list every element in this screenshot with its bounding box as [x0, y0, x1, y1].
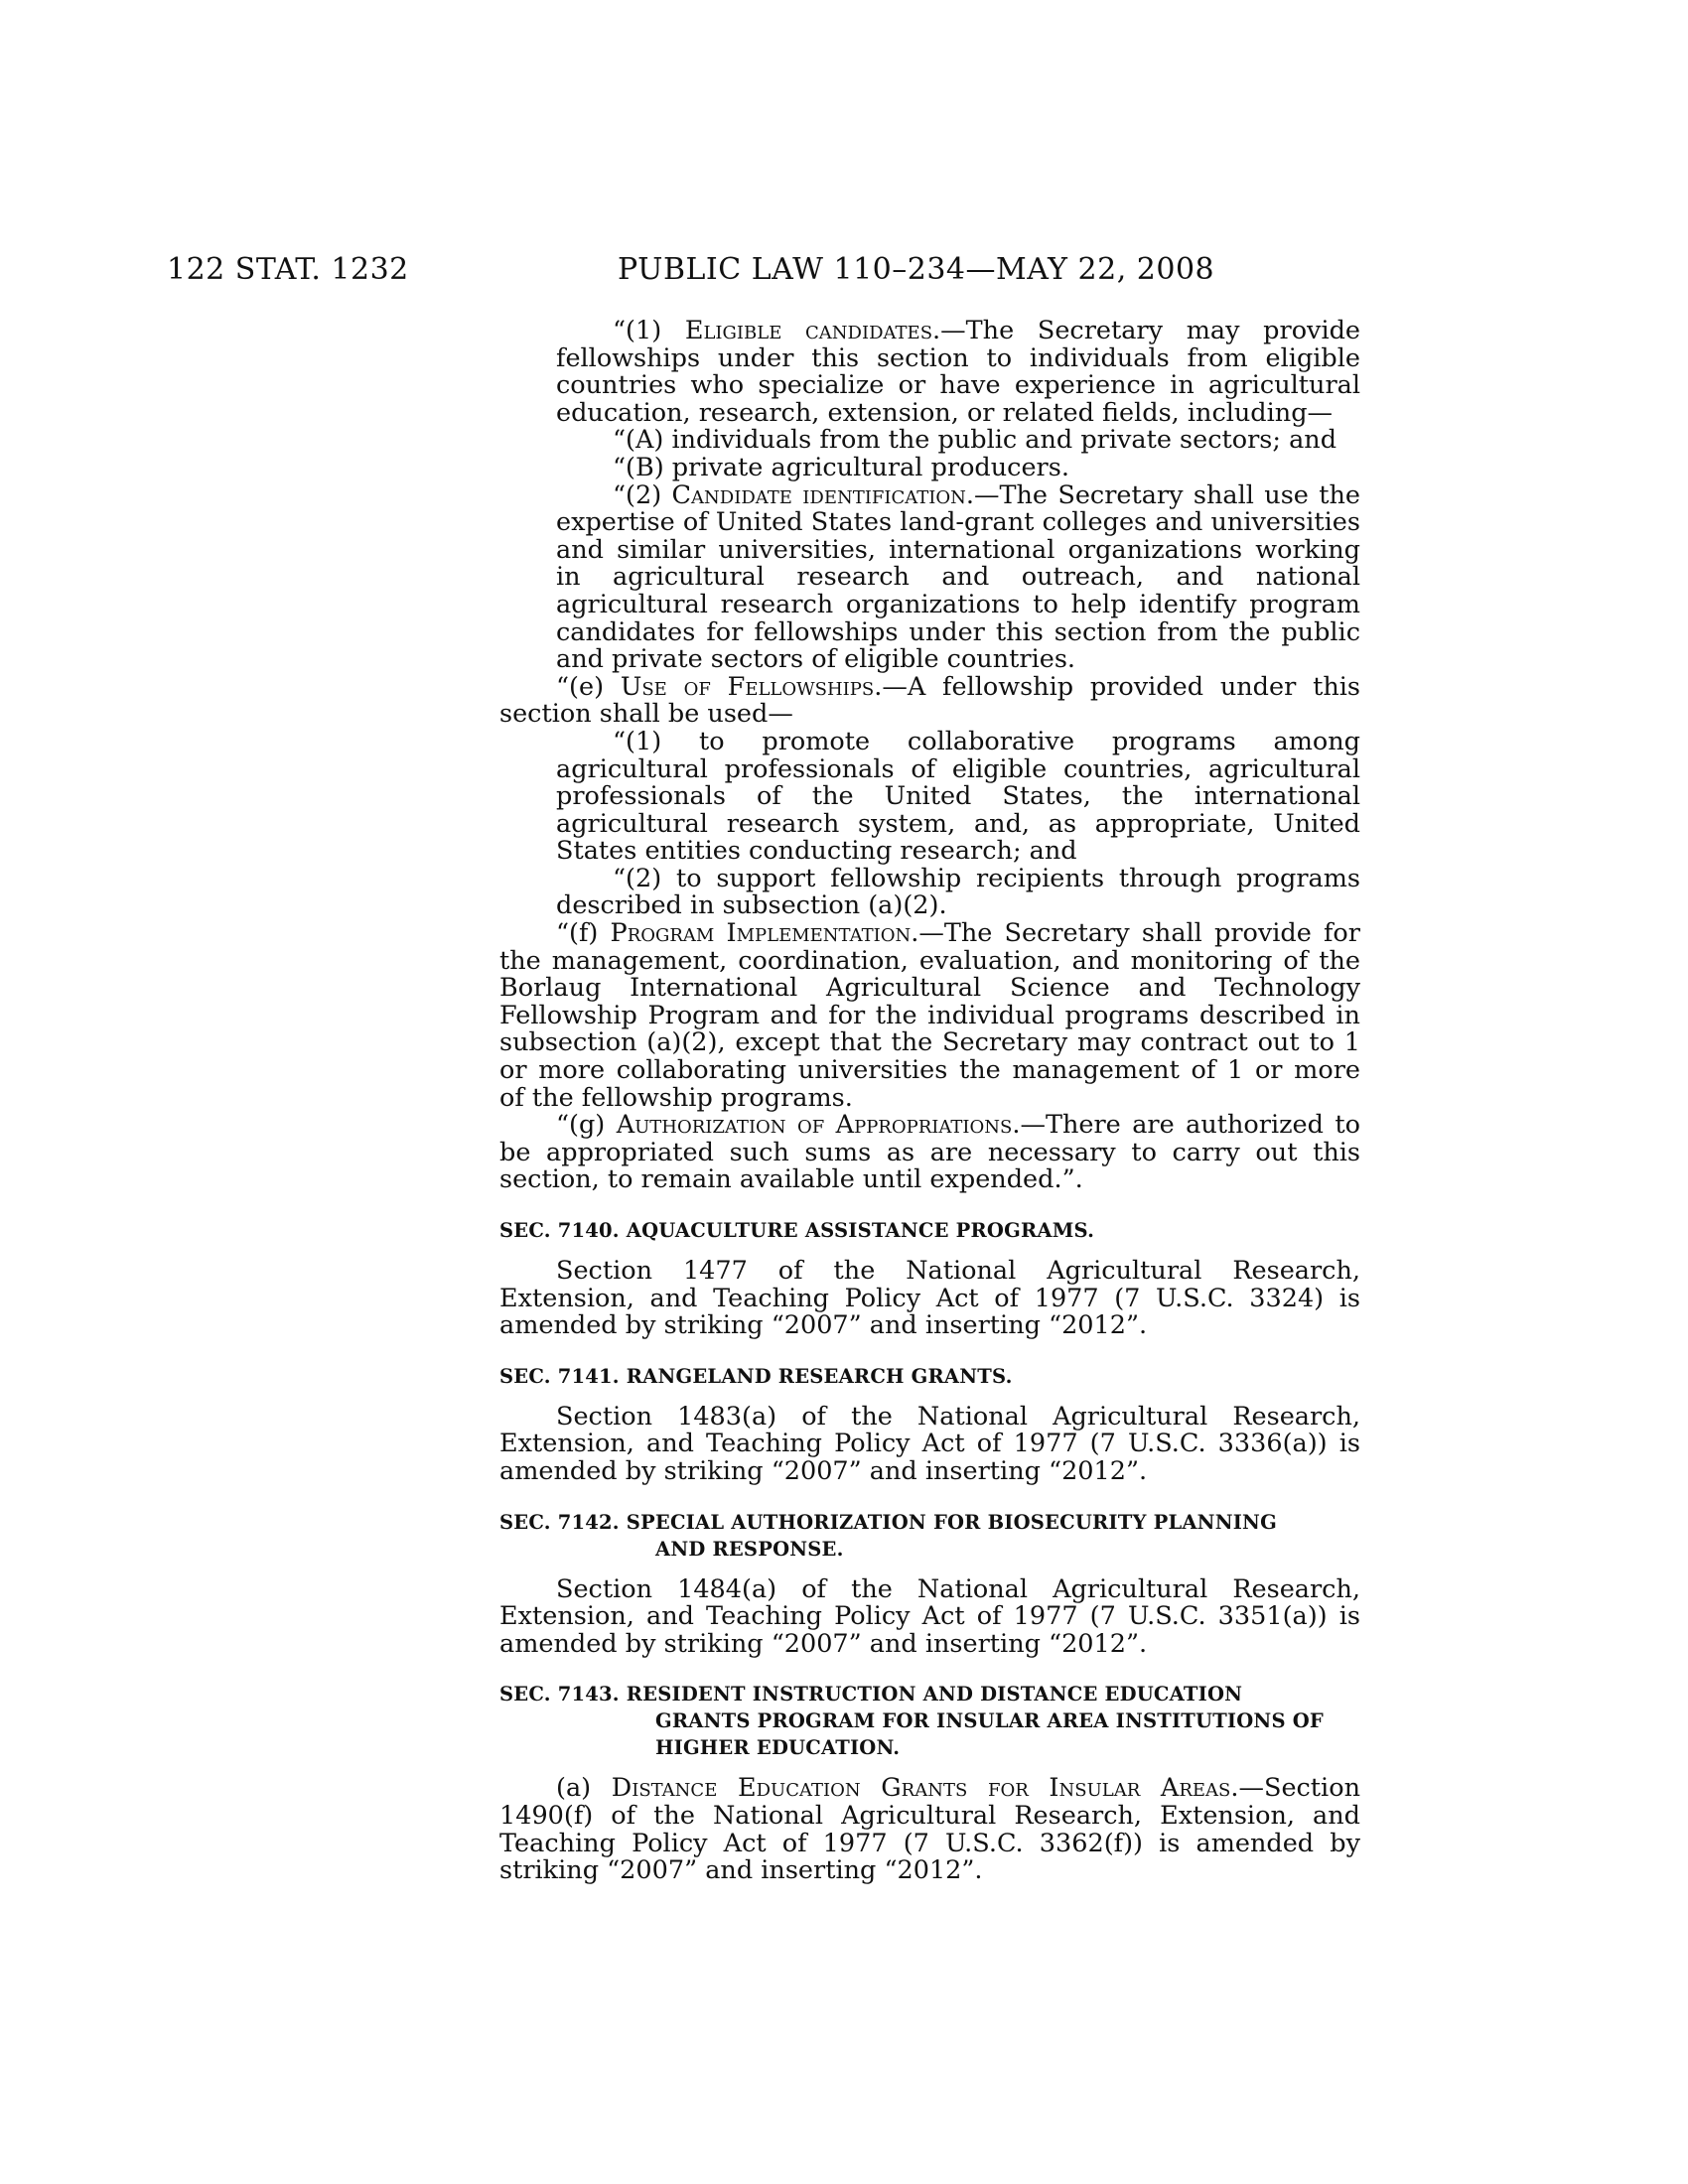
section-text-7143a: (a) Distance Education Grants for Insular Areas.—Section 1490(f) of the National Agricultural Research, Extension, and Teaching Policy Act of 1977 (7 U.S.C. 3362(f)) is amended by striking “2007” and inserting “2012”.: [499, 1773, 1360, 1886]
section-text-7141: Section 1483(a) of the National Agricultural Research, Extension, and Teaching Policy Act of 1977 (7 U.S.C. 3336(a)) is amended by striking “2007” and inserting “2012”.: [499, 1401, 1360, 1486]
paragraph-f: “(f) Program Implementation.—The Secretary shall provide for the management, coordination, evaluation, and monitoring of the Borlaug International Agricultural Science and Technology Fellowship Program and for the individual programs described in subsection (a)(2), except that the Secretary may contract out to 1 or more collaborating universities the management of 1 or more of the fellowship programs.: [499, 918, 1360, 1113]
paragraph-e2: “(2) to support fellowship recipients through programs described in subsection (a)(2).: [556, 863, 1360, 921]
public-law-title: PUBLIC LAW 110–234—MAY 22, 2008: [618, 252, 1215, 287]
heading-use-of-fellowships: Use of Fellowships.: [620, 671, 883, 702]
heading-candidate-identification: Candidate identification.: [671, 479, 974, 510]
document-body: [499, 318, 1360, 1885]
paragraph-d1: “(1) Eligible candidates.—The Secretary may provide fellowships under this section to individuals from eligible countries who specialize or have experience in agricultural education, research, extension, or related fields, including—: [556, 316, 1361, 428]
paragraph-e: “(e) Use of Fellowships.—A fellowship provided under this section shall be used—: [499, 671, 1360, 730]
section-text-7142: Section 1484(a) of the National Agricultural Research, Extension, and Teaching Policy Act of 1977 (7 U.S.C. 3351(a)) is amended by striking “2007” and inserting “2012”.: [499, 1573, 1360, 1659]
heading-program-implementation: Program Implementation.: [610, 918, 919, 949]
section-heading-7141: SEC. 7141. RANGELAND RESEARCH GRANTS.: [499, 1364, 1013, 1388]
heading-eligible-candidates: Eligible candidates.: [684, 316, 941, 345]
paragraph-d1b: “(B) private agricultural producers.: [613, 452, 1069, 482]
stat-page-number: 122 STAT. 1232: [167, 252, 409, 287]
paragraph-e1: “(1) to promote collaborative programs among agricultural professionals of eligible countries, agricultural professionals of the United States, the international agricultural research system, and, as appropriate, United States entities conducting research; and: [556, 726, 1360, 867]
section-heading-7142: SEC. 7142. SPECIAL AUTHORIZATION FOR BIOSECURITY PLANNING AND RESPONSE.: [499, 1510, 1277, 1561]
section-heading-7140: SEC. 7140. AQUACULTURE ASSISTANCE PROGRAMS.: [499, 1219, 1095, 1242]
section-text-7140: Section 1477 of the National Agricultural Research, Extension, and Teaching Policy Act of 1977 (7 U.S.C. 3324) is amended by striking “2007” and inserting “2012”.: [499, 1256, 1360, 1341]
paragraph-d1a: “(A) individuals from the public and private sectors; and: [613, 425, 1337, 456]
section-heading-7143: SEC. 7143. RESIDENT INSTRUCTION AND DISTANCE EDUCATION GRANTS PROGRAM FOR INSULAR AREA INSTITUTIONS OF HIGHER EDUCATION.: [499, 1683, 1324, 1760]
paragraph-g: “(g) Authorization of Appropriations.—There are authorized to be appropriated such sums as are necessary to carry out this section, to remain available until expended.”.: [499, 1110, 1360, 1195]
paragraph-d2: “(2) Candidate identification.—The Secretary shall use the expertise of United States land-grant colleges and universities and similar universities, international organizations working in agricultural research and outreach, and national agricultural research organizations to help identify program candidates for fellowships under this section from the public and private sectors of eligible countries.: [556, 479, 1361, 675]
running-header: [0, 250, 1688, 290]
heading-distance-education-grants: Distance Education Grants for Insular Areas.: [611, 1773, 1239, 1804]
heading-authorization-of-appropriations: Authorization of Appropriations.: [616, 1110, 1021, 1141]
